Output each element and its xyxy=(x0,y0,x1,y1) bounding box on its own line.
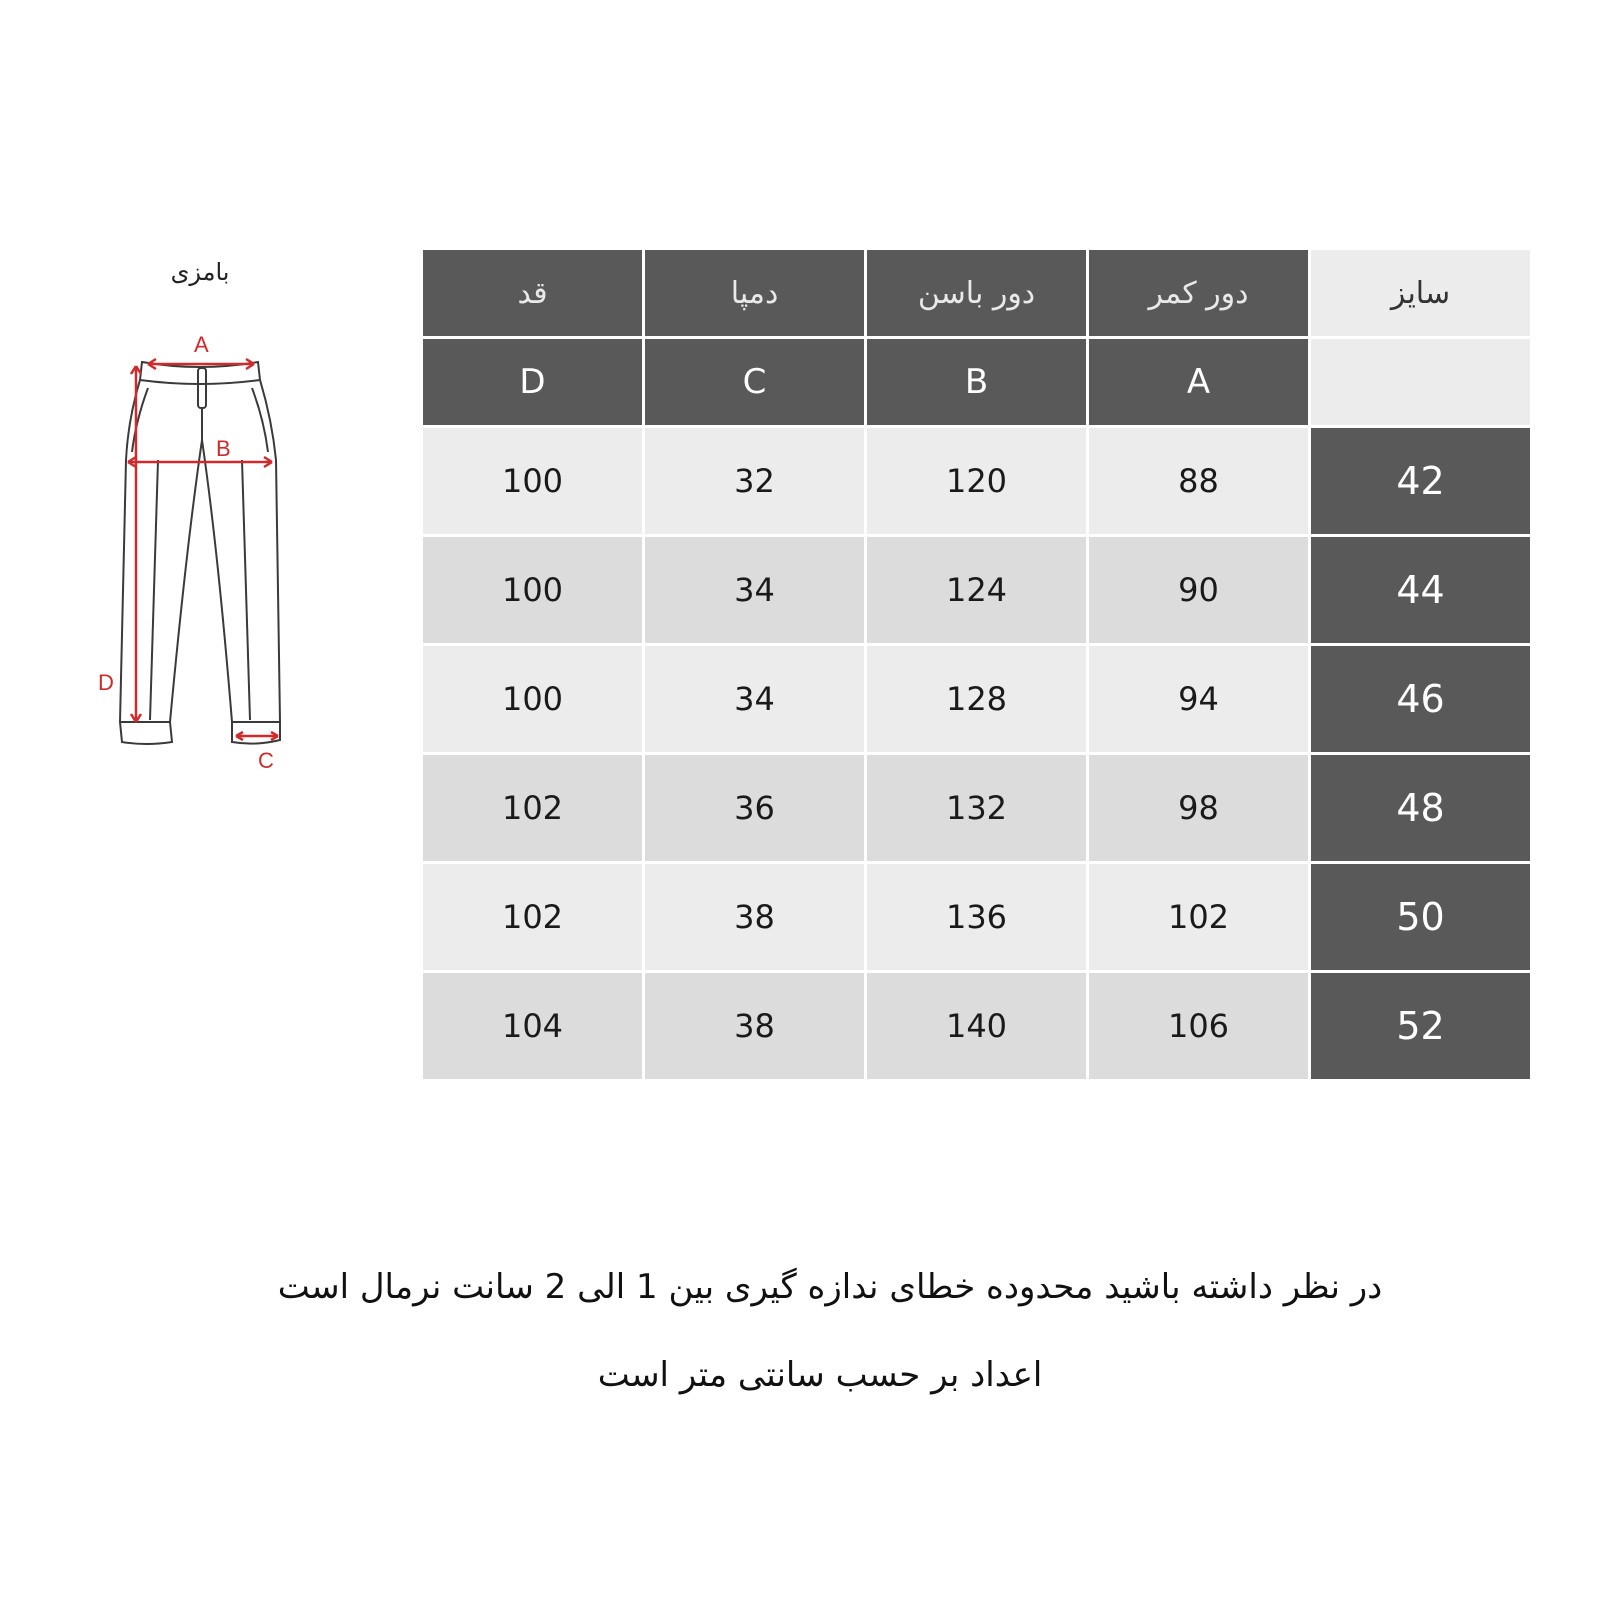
cell-waist: 90 xyxy=(1089,537,1308,643)
cell-hip: 128 xyxy=(867,646,1086,752)
pants-outline xyxy=(120,362,280,744)
cell-length: 100 xyxy=(423,646,642,752)
cell-size: 42 xyxy=(1311,428,1530,534)
label-b: B xyxy=(216,436,231,461)
cell-size: 50 xyxy=(1311,864,1530,970)
cell-hem: 34 xyxy=(645,646,864,752)
pants-diagram xyxy=(90,330,310,790)
cell-hem: 34 xyxy=(645,537,864,643)
header-letter-a: A xyxy=(1089,339,1308,425)
cell-waist: 88 xyxy=(1089,428,1308,534)
cell-length: 102 xyxy=(423,755,642,861)
cell-waist: 102 xyxy=(1089,864,1308,970)
note-tolerance: در نظر داشته باشید محدوده خطای ندازه گیری بین 1 الی 2 سانت نرمال است xyxy=(277,1267,1383,1307)
header-letter-c: C xyxy=(645,339,864,425)
header-hip: دور باسن xyxy=(867,250,1086,336)
cell-size: 52 xyxy=(1311,973,1530,1079)
header-length: قد xyxy=(423,250,642,336)
header-hem: دمپا xyxy=(645,250,864,336)
cell-hem: 38 xyxy=(645,973,864,1079)
diagram-title: بامزی xyxy=(170,258,230,286)
cell-hip: 124 xyxy=(867,537,1086,643)
header-size: سایز xyxy=(1311,250,1530,336)
cell-hem: 32 xyxy=(645,428,864,534)
label-a: A xyxy=(194,332,209,357)
header-size-blank xyxy=(1311,339,1530,425)
cell-size: 46 xyxy=(1311,646,1530,752)
note-units: اعداد بر حسب سانتی متر است xyxy=(597,1355,1043,1395)
label-c: C xyxy=(258,748,274,773)
cell-hip: 140 xyxy=(867,973,1086,1079)
cell-length: 100 xyxy=(423,537,642,643)
size-table xyxy=(423,250,1530,1079)
header-waist: دور کمر xyxy=(1089,250,1308,336)
cell-hem: 38 xyxy=(645,864,864,970)
cell-waist: 106 xyxy=(1089,973,1308,1079)
cell-length: 104 xyxy=(423,973,642,1079)
cell-waist: 98 xyxy=(1089,755,1308,861)
cell-hem: 36 xyxy=(645,755,864,861)
cell-hip: 120 xyxy=(867,428,1086,534)
label-d: D xyxy=(98,670,114,695)
cell-length: 100 xyxy=(423,428,642,534)
header-letter-b: B xyxy=(867,339,1086,425)
header-letter-d: D xyxy=(423,339,642,425)
cell-hip: 136 xyxy=(867,864,1086,970)
cell-size: 48 xyxy=(1311,755,1530,861)
cell-length: 102 xyxy=(423,864,642,970)
cell-waist: 94 xyxy=(1089,646,1308,752)
cell-size: 44 xyxy=(1311,537,1530,643)
cell-hip: 132 xyxy=(867,755,1086,861)
